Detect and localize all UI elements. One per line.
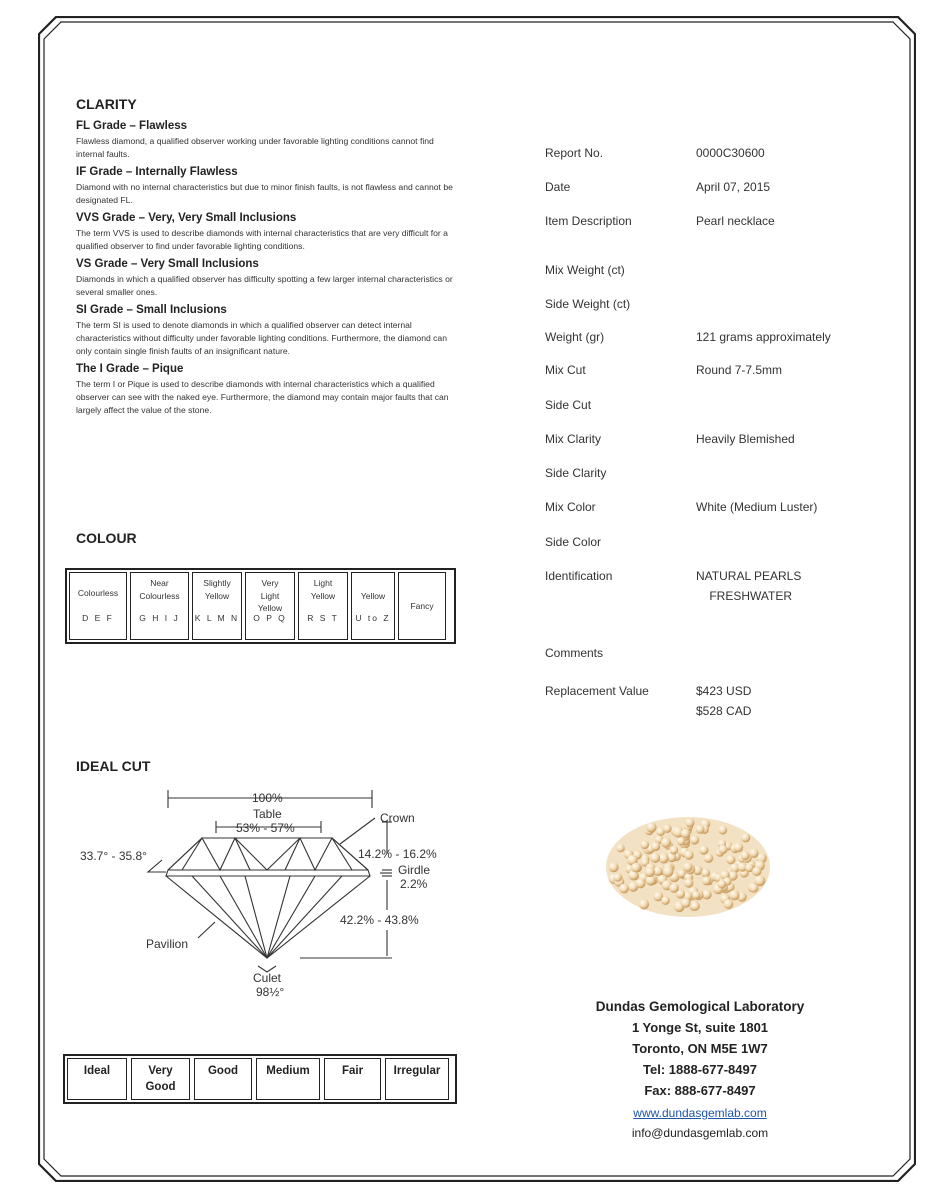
pearl [631, 863, 641, 873]
lab-address-line1: 1 Yonge St, suite 1801 [631, 1020, 769, 1035]
colour-title: COLOUR [76, 530, 137, 546]
colour-code: K L M N [194, 613, 240, 623]
pearl [681, 898, 690, 907]
colour-label: Slightly Yellow [203, 578, 231, 601]
pearl [663, 824, 672, 833]
diagram-pavilion-label: Pavilion [146, 937, 189, 951]
grade-description: Flawless diamond, a qualified observer working under favorable lighting conditions cannot find internal faults. [76, 136, 434, 159]
pearl [661, 838, 671, 848]
cut-grade-table [63, 1054, 457, 1104]
field-label: Weight (gr) [545, 330, 605, 344]
pearl [690, 835, 699, 844]
lab-phone: Tel: 1888-677-8497 [643, 1062, 757, 1077]
clarity-grade-if [76, 164, 456, 207]
pearl [741, 833, 750, 842]
field-label: Mix Clarity [545, 432, 601, 446]
field-label: Side Color [545, 535, 602, 549]
pearl [701, 869, 710, 878]
pearl [699, 845, 708, 854]
diagram-culet-label: Culet [253, 971, 282, 985]
pearl [691, 902, 700, 911]
pearl [609, 862, 619, 872]
colour-cell [192, 572, 242, 640]
cut-grade-cell: Medium [256, 1058, 320, 1100]
pearl [685, 818, 694, 827]
colour-label: Light Yellow [310, 578, 336, 601]
colour-label: Near Colourless [139, 578, 180, 601]
grade-heading: SI Grade – Small Inclusions [76, 304, 227, 316]
field-label: Mix Weight (ct) [545, 263, 625, 277]
pearl [669, 883, 679, 893]
grade-heading: VS Grade – Very Small Inclusions [76, 258, 259, 270]
lab-address-line2: Toronto, ON M5E 1W7 [632, 1041, 768, 1056]
pearl [646, 822, 656, 832]
grade-heading: FL Grade – Flawless [76, 120, 188, 132]
diagram-crown-height: 14.2% - 16.2% [358, 847, 437, 861]
cut-grade-cell: Irregular [385, 1058, 449, 1100]
clarity-grade-vs [76, 256, 456, 299]
colour-cell [69, 572, 127, 640]
pearl [718, 826, 727, 835]
field-value: Pearl necklace [696, 214, 775, 228]
pearl [692, 891, 700, 899]
pearl [650, 853, 660, 863]
field-label: Replacement Value [545, 684, 649, 698]
pearl [684, 879, 693, 888]
cut-grade-cell: Ideal [67, 1058, 127, 1100]
ideal-cut-title: IDEAL CUT [76, 758, 151, 774]
pearl [684, 850, 693, 859]
colour-cell [245, 572, 295, 640]
diagram-table-label: Table [253, 807, 282, 821]
colour-code: G H I J [139, 613, 180, 623]
grade-description: The term VVS is used to describe diamonds with internal characteristics that are very difficult for a qualified observer to find under favorable lighting conditions. [76, 228, 448, 251]
grade-heading: IF Grade – Internally Flawless [76, 166, 238, 178]
pearl [683, 863, 692, 872]
diagram-pavilion-depth: 42.2% - 43.8% [340, 913, 419, 927]
field-value: White (Medium Luster) [696, 500, 818, 514]
diamond-proportions-diagram [70, 780, 470, 1005]
colour-label: Very Light Yellow [257, 578, 283, 613]
pearl [724, 899, 734, 909]
pearl [645, 867, 655, 877]
lab-website-link[interactable]: www.dundasgemlab.com [633, 1106, 767, 1120]
colour-cell [351, 572, 395, 640]
diagram-table-range: 53% - 57% [236, 821, 295, 835]
pearl [616, 844, 624, 852]
diagram-girdle-label: Girdle [398, 863, 431, 877]
colour-code: O P Q [253, 613, 287, 623]
pearl [702, 876, 711, 885]
lab-email: info@dundasgemlab.com [631, 1126, 769, 1140]
field-value: $423 USD $528 CAD [696, 684, 752, 718]
colour-cell [398, 572, 446, 640]
lab-fax: Fax: 888-677-8497 [644, 1083, 756, 1098]
field-value: NATURAL PEARLS FRESHWATER [696, 569, 802, 603]
field-label: Report No. [545, 146, 604, 160]
colour-cell [130, 572, 189, 640]
colour-code: R S T [307, 613, 339, 623]
clarity-grade-si [76, 302, 456, 358]
pearl [636, 878, 646, 888]
clarity-grades [76, 118, 456, 420]
cut-grade-cell: Very Good [131, 1058, 190, 1100]
pearl [719, 845, 728, 854]
clarity-grade-fl [76, 118, 456, 161]
pearl [661, 896, 670, 905]
pearl [677, 837, 685, 845]
pearl [619, 884, 629, 894]
pearl [704, 854, 713, 863]
field-label: Mix Color [545, 500, 596, 514]
grade-description: The term SI is used to denote diamonds in which a qualified observer can detect internal characteristics without difficulty under favorable lighting conditions. Furthermore, the diamond can only contain single finish faults of an insignificant nature. [76, 320, 447, 356]
clarity-title: CLARITY [76, 96, 137, 112]
pearl [749, 884, 758, 893]
field-label: Identification [545, 569, 613, 583]
colour-label: Yellow [360, 591, 386, 601]
grade-description: The term I or Pique is used to describe diamonds with internal characteristics which a qualified observer can see with the naked eye. Furthermore, the diamond may contain major faults that can largely affect the value of the stone. [76, 379, 449, 415]
cut-grade-cell: Fair [324, 1058, 381, 1100]
pearl [718, 880, 727, 889]
grade-description: Diamonds in which a qualified observer has difficulty spotting a few larger internal characteristics or several smaller ones. [76, 274, 453, 297]
grade-heading: The I Grade – Pique [76, 363, 184, 375]
pearl [752, 867, 761, 876]
pearl [734, 843, 743, 852]
pearl [696, 825, 705, 834]
pearl [651, 842, 660, 851]
pearl [641, 841, 650, 850]
field-label: Side Weight (ct) [545, 297, 631, 311]
diagram-crown-angle: 33.7° - 35.8° [80, 849, 147, 863]
pearl [681, 829, 691, 839]
field-value: 121 grams approximately [696, 330, 831, 344]
colour-cell [298, 572, 348, 640]
clarity-grade-i [76, 361, 456, 417]
field-value: Heavily Blemished [696, 432, 795, 446]
colour-label: Fancy [410, 600, 434, 611]
lab-name: Dundas Gemological Laboratory [595, 999, 805, 1014]
pearl [659, 853, 669, 863]
field-label: Date [545, 180, 571, 194]
lab-contact [560, 996, 840, 1143]
pearl [669, 846, 678, 855]
pearl [613, 873, 622, 882]
diagram-total-width: 100% [252, 791, 283, 805]
field-value: Round 7-7.5mm [696, 363, 783, 377]
colour-code: D E F [82, 613, 114, 623]
pearl [741, 851, 750, 860]
field-label: Comments [545, 646, 604, 660]
diagram-culet-value: 98½° [256, 985, 285, 999]
grade-heading: VVS Grade – Very, Very Small Inclusions [76, 212, 297, 224]
cut-grade-cell: Good [194, 1058, 252, 1100]
field-label: Mix Cut [545, 363, 586, 377]
pearl [726, 855, 735, 864]
clarity-grade-vvs [76, 210, 456, 253]
field-value: 0000C30600 [696, 146, 765, 160]
field-label: Side Clarity [545, 466, 607, 480]
field-label: Side Cut [545, 398, 592, 412]
colour-code: U to Z [355, 613, 391, 623]
pearl [729, 890, 739, 900]
pearl-necklace-photo [598, 805, 778, 925]
diagram-girdle-value: 2.2% [400, 877, 428, 891]
grade-description: Diamond with no internal characteristics but due to minor finish faults, is not flawless and cannot be designated FL. [76, 182, 453, 205]
colour-scale-table [65, 568, 456, 644]
field-label: Item Description [545, 214, 632, 228]
colour-label: Colourless [77, 588, 119, 598]
field-value: April 07, 2015 [696, 180, 771, 194]
diagram-crown-label: Crown [380, 811, 415, 825]
pearl [639, 899, 649, 909]
